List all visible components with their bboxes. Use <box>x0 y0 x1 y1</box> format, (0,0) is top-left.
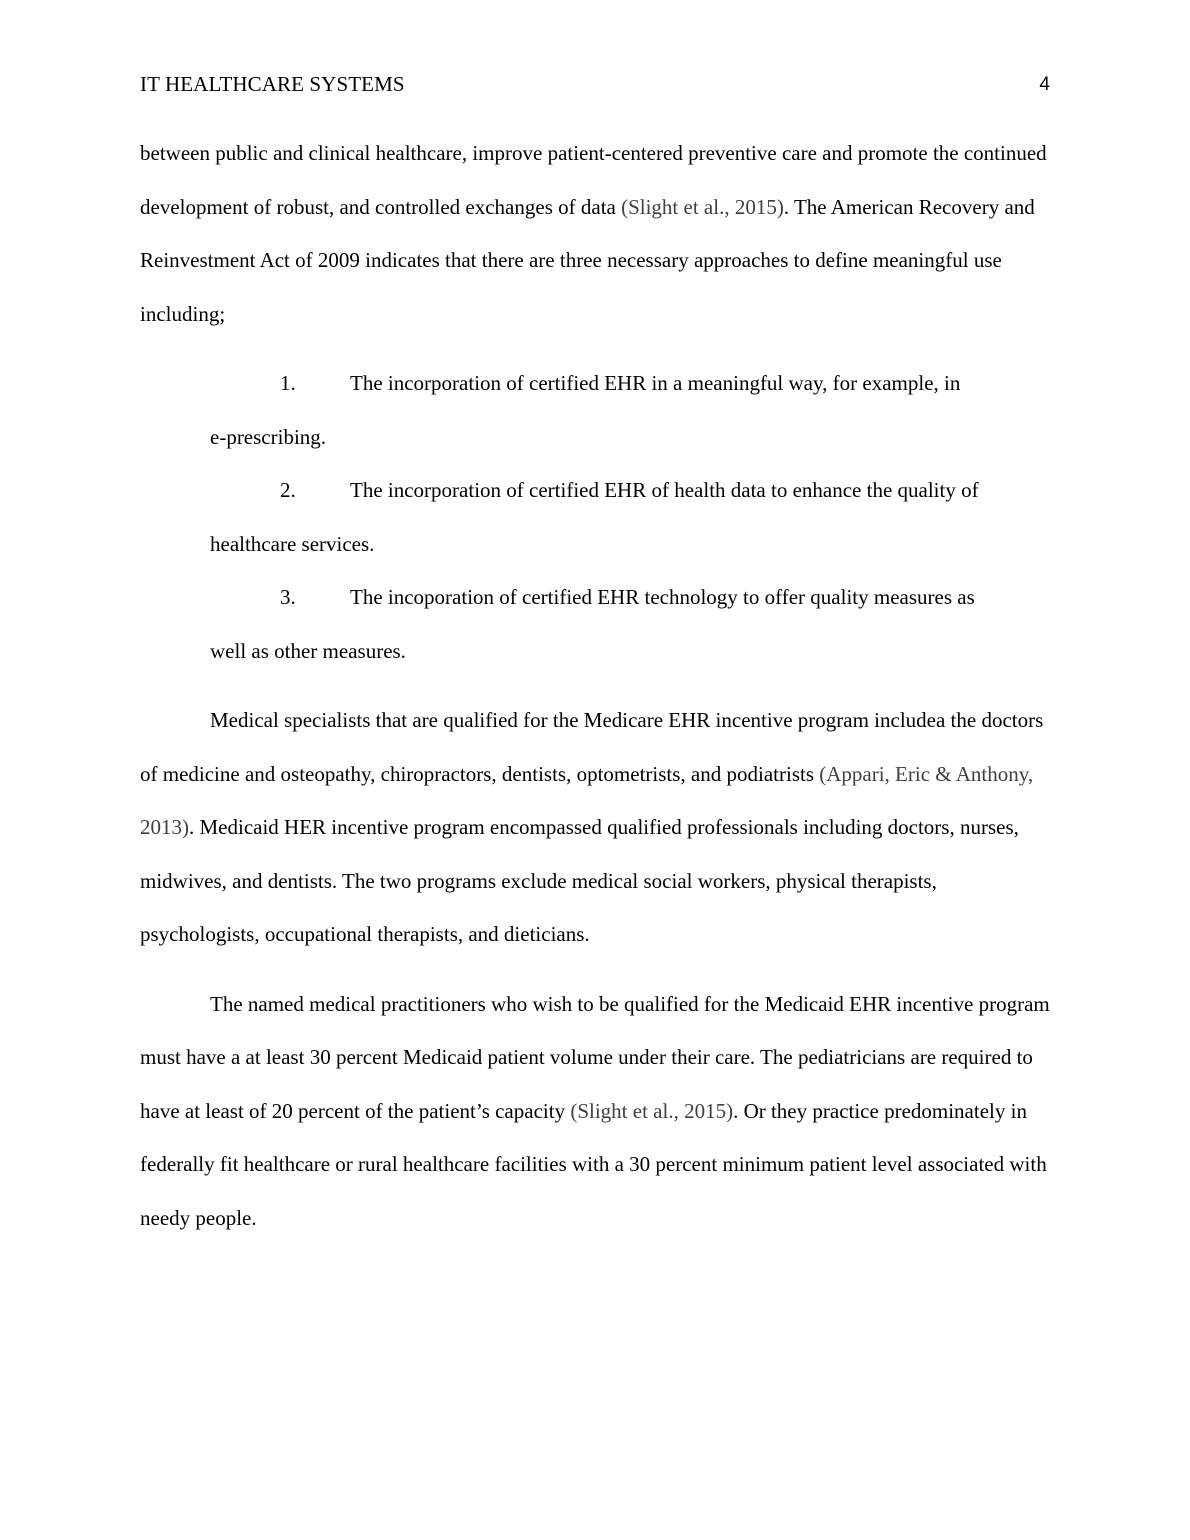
spacer <box>140 341 1060 357</box>
list-item-3 <box>140 571 1060 678</box>
paragraph-3 <box>140 978 1060 1246</box>
list-number: 3. <box>280 585 296 609</box>
paragraph-3-text-b: . Or they practice predominately in federally fit healthcare or rural healthcare facilities with a 30 percent minimum patient level associated with needy people. <box>140 1098 1047 1230</box>
list-item-continuation: well as other measures. <box>210 638 406 663</box>
spacer <box>140 678 1060 694</box>
citation-appari-2013: (Appari, Eric & Anthony, 2013) <box>140 761 1034 839</box>
paragraph-3-text-a: The named medical practitioners who wish to be qualified for the Medicaid EHR incentive program must have a at least 30 percent Medicaid patient volume under their care. The pediatricians are required to have at least of 20 percent of the patient’s capacity <box>140 991 1050 1123</box>
running-head: IT HEALTHCARE SYSTEMS <box>140 72 405 96</box>
list-item-text: The incorporation of certified EHR of health data to enhance the quality of <box>350 478 979 502</box>
list-item-continuation: healthcare services. <box>210 531 375 556</box>
document-body <box>140 127 1060 1245</box>
paragraph-2 <box>140 694 1060 962</box>
paragraph-2-text-a: Medical specialists that are qualified for the Medicare EHR incentive program includea the doctors of medicine and osteopathy, chiropractors, dentists, optometrists, and podiatrists <box>140 708 1044 786</box>
citation-slight-2015: (Slight et al., 2015) <box>570 1098 734 1123</box>
paragraph-1-text-a: between public and clinical healthcare, improve patient-centered preventive care and promote the continued development of robust, and controlled exchanges of data <box>140 141 1047 219</box>
list-item-1 <box>140 357 1060 464</box>
list-item-text: The incorporation of certified EHR in a meaningful way, for example, in <box>350 371 961 395</box>
list-item-2-first-line <box>210 464 1060 518</box>
list-item-1-first-line <box>210 357 1060 411</box>
list-item-continuation: e-prescribing. <box>210 424 327 449</box>
citation-slight-2015: (Slight et al., 2015) <box>621 194 784 219</box>
list-number: 1. <box>280 371 296 395</box>
paragraph-2-text-b: . Medicaid HER incentive program encompassed qualified professionals including doctors, nurses, midwives, and dentists. The two programs exclude medical social workers, physical therapists, psychologists, occupational therapists, and dieticians. <box>140 815 1019 946</box>
list-number: 2. <box>280 478 296 502</box>
spacer <box>140 962 1060 978</box>
paragraph-1 <box>140 127 1060 341</box>
paragraph-1-text-b: . The American Recovery and Reinvestment Act of 2009 indicates that there are three necessary approaches to define meaningful use including; <box>140 194 1035 326</box>
page-number: 4 <box>1039 74 1050 95</box>
list-item-2 <box>140 464 1060 571</box>
list-item-3-first-line <box>210 571 1060 625</box>
list-item-text: The incoporation of certified EHR technology to offer quality measures as <box>350 585 975 609</box>
